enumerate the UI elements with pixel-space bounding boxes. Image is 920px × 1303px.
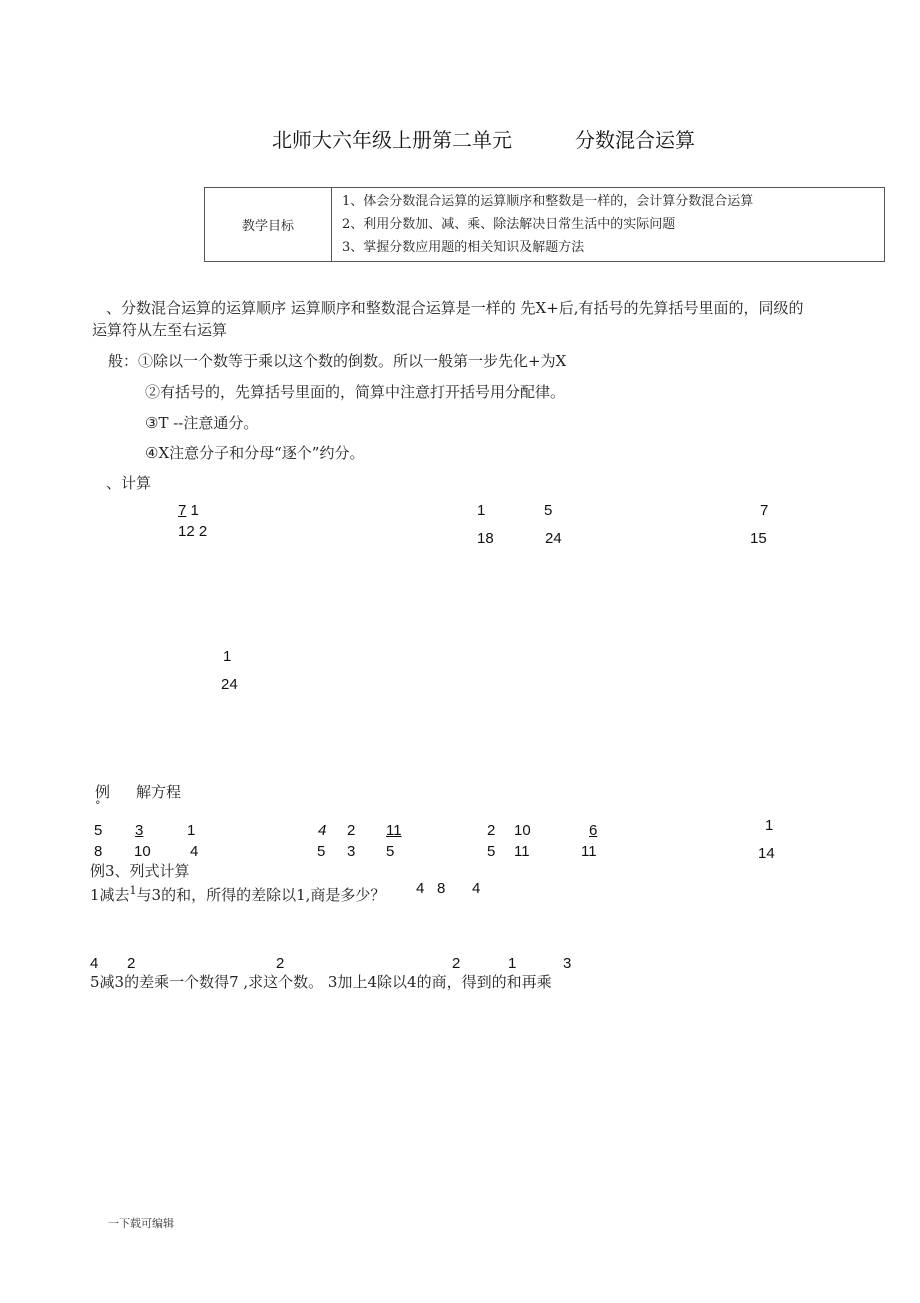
section1-line1: 、分数混合运算的运算顺序 运算顺序和整数混合运算是一样的 先X+后,有括号的先算括号里面的，同级的 (106, 299, 804, 317)
expr1-top (178, 502, 199, 519)
eq-num-top: 3 (135, 822, 144, 839)
q2-number-top: 4 (90, 955, 99, 972)
eq-num-bottom: 11 (581, 843, 597, 860)
eq-num-top: 1 (765, 817, 774, 834)
eq-num-bottom: 5 (317, 843, 326, 860)
eq-num-bottom: 11 (514, 843, 530, 860)
eq-num-bottom: 8 (94, 843, 103, 860)
eq-num-top: 4 (318, 822, 327, 839)
expr4-bottom: 24 (221, 676, 238, 693)
expr2-top-b: 5 (544, 502, 553, 519)
example2-mark: ° (95, 799, 101, 812)
rule-4: ④X注意分子和分母“逐个”约分。 (145, 444, 365, 462)
goal-item: 3、掌握分数应用题的相关知识及解题方法 (342, 240, 585, 255)
eq-num-top: 1 (187, 822, 196, 839)
eq-num-top: 5 (94, 822, 103, 839)
eq-num-top: 2 (347, 822, 356, 839)
goals-label: 教学目标 (205, 188, 332, 262)
q2-number-top: 2 (276, 955, 285, 972)
rule-2: ②有括号的，先算括号里面的，简算中注意打开括号用分配律。 (145, 383, 566, 401)
eq-num-bottom: 14 (758, 845, 775, 862)
q1-number: 4 (472, 880, 481, 897)
expr2-bottom-b: 24 (545, 530, 562, 547)
example2-label: 例 (95, 783, 111, 801)
eq-num-bottom: 4 (190, 843, 199, 860)
page-title-main: 北师大六年级上册第二单元 (272, 128, 512, 152)
expr2-top-a: 1 (477, 502, 486, 519)
eq-num-top: 6 (589, 822, 598, 839)
expr3-bottom: 15 (750, 530, 767, 547)
q1-number: 4 (416, 880, 425, 897)
expr1-top-b: 1 (190, 502, 199, 519)
example2-title: 解方程 (136, 783, 182, 801)
expr1-top-a: 7 (178, 502, 187, 519)
rule-3: ③T --注意通分。 (145, 414, 259, 432)
q1-number: 8 (437, 880, 446, 897)
example3-question2: 5减3的差乘一个数得7 ,求这个数。 3加上4除以4的商，得到的和再乘 (90, 973, 552, 991)
q2-number-top: 2 (452, 955, 461, 972)
q1-text-b: 与3的和，所得的差除以1,商是多少？ (136, 886, 386, 904)
eq-num-top: 2 (487, 822, 496, 839)
page-title-topic: 分数混合运算 (575, 128, 695, 152)
teaching-goals-table (204, 187, 885, 262)
eq-num-top: 10 (514, 822, 531, 839)
section1-line2: 运算符从左至右运算 (92, 321, 228, 339)
footer-note: 一下载可编辑 (108, 1217, 174, 1230)
calc-heading: 、计算 (106, 474, 152, 492)
example3-question1 (90, 880, 385, 906)
eq-num-bottom: 3 (347, 843, 356, 860)
eq-num-top: 11 (386, 822, 402, 839)
goal-item: 2、利用分数加、减、乘、除法解决日常生活中的实际问题 (342, 217, 676, 232)
goals-items (332, 188, 885, 262)
goal-item: 1、体会分数混合运算的运算顺序和整数是一样的，会计算分数混合运算 (342, 194, 754, 209)
expr2-bottom-a: 18 (477, 530, 494, 547)
expr1-bottom: 12 2 (178, 523, 208, 540)
expr4-top: 1 (223, 648, 232, 665)
q1-superscript: 1 (129, 884, 137, 897)
eq-num-bottom: 5 (487, 843, 496, 860)
eq-num-bottom: 10 (134, 843, 151, 860)
q2-number-top: 3 (563, 955, 572, 972)
q1-text-a: 1减去 (90, 886, 130, 904)
q2-number-top: 1 (508, 955, 517, 972)
eq-num-bottom: 5 (386, 843, 395, 860)
rule-1: 般：①除以一个数等于乘以这个数的倒数。所以一般第一步先化+为X (108, 352, 567, 370)
expr3-top: 7 (760, 502, 769, 519)
example3-heading: 例3、列式计算 (90, 862, 190, 880)
q2-number-top: 2 (127, 955, 136, 972)
